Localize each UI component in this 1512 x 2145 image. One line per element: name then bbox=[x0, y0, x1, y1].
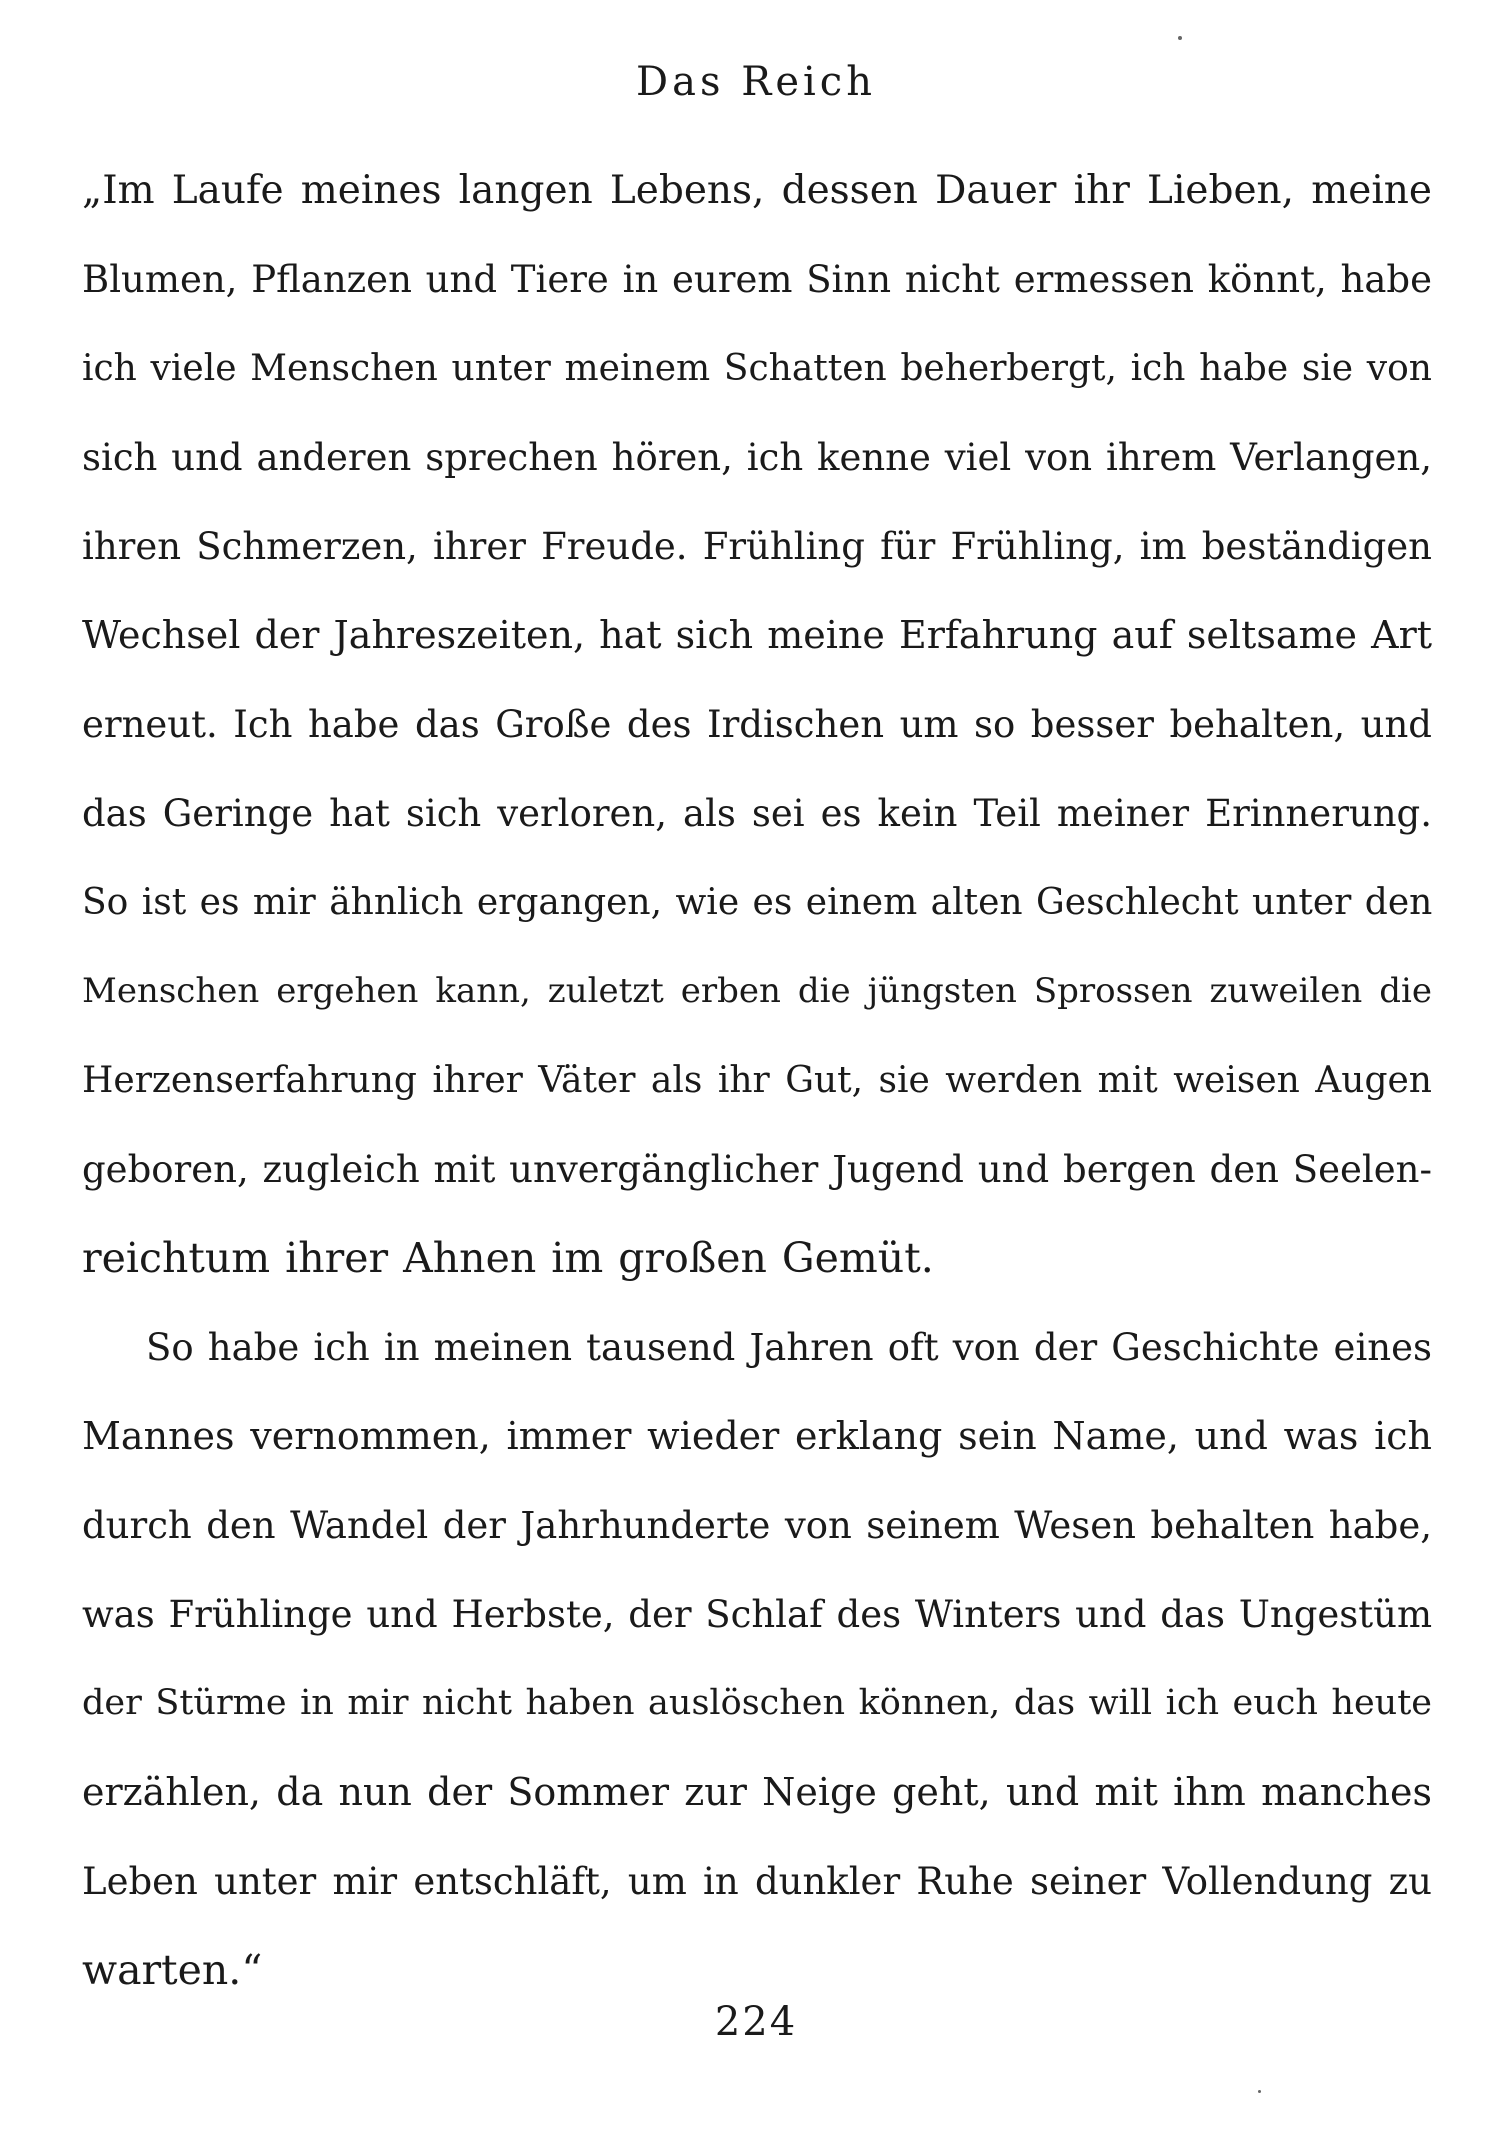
print-speck bbox=[1178, 36, 1182, 40]
text-line: der Stürme in mir nicht haben auslöschen können, das will ich euch heute bbox=[82, 1683, 1432, 1723]
text-line: reichtum ihrer Ahnen im großen Gemüt. bbox=[82, 1234, 934, 1282]
text-line: So ist es mir ähnlich ergangen, wie es einem alten Geschlecht unter den bbox=[82, 882, 1433, 923]
text-line: Menschen ergehen kann, zuletzt erben die jüngsten Sprossen zuweilen die bbox=[82, 971, 1432, 1011]
text-line: So habe ich in meinen tausend Jahren oft von der Geschichte eines bbox=[146, 1326, 1432, 1369]
text-line: das Geringe hat sich verloren, als sei es kein Teil meiner Erinnerung. bbox=[82, 792, 1432, 835]
text-line: „Im Laufe meines langen Lebens, dessen Dauer ihr Lieben, meine bbox=[82, 168, 1432, 213]
text-line: Wechsel der Jahreszeiten, hat sich meine Erfahrung auf seltsame Art bbox=[82, 613, 1432, 657]
text-line: ich viele Menschen unter meinem Schatten beherbergt, ich habe sie von bbox=[82, 348, 1432, 389]
text-line: erzählen, da nun der Sommer zur Neige geht, und mit ihm manches bbox=[82, 1770, 1432, 1814]
text-line: warten.“ bbox=[82, 1946, 263, 1994]
paragraph bbox=[82, 146, 1432, 1303]
text-line: erneut. Ich habe das Große des Irdischen um so besser behalten, und bbox=[82, 703, 1432, 746]
text-line: durch den Wandel der Jahrhunderte von seinem Wesen behalten habe, bbox=[82, 1504, 1432, 1547]
text-line: ihren Schmerzen, ihrer Freude. Frühling für Frühling, im beständigen bbox=[82, 525, 1432, 568]
text-line: sich und anderen sprechen hören, ich kenne viel von ihrem Verlangen, bbox=[82, 436, 1432, 479]
text-line: was Frühlinge und Herbste, der Schlaf des Winters und das Ungestüm bbox=[82, 1593, 1433, 1636]
running-title: Das Reich bbox=[636, 59, 876, 105]
page-number: 224 bbox=[714, 1999, 798, 2045]
text-line: Mannes vernommen, immer wieder erklang sein Name, und was ich bbox=[82, 1414, 1432, 1458]
text-line: geboren, zugleich mit unvergänglicher Jugend und bergen den Seelen- bbox=[82, 1148, 1432, 1191]
text-line: Herzenserfahrung ihrer Väter als ihr Gut, sie werden mit weisen Augen bbox=[82, 1060, 1432, 1101]
print-speck bbox=[1258, 2090, 1261, 2093]
paragraph bbox=[82, 1303, 1432, 2015]
text-line: Blumen, Pflanzen und Tiere in eurem Sinn nicht ermessen könnt, habe bbox=[82, 258, 1432, 301]
text-line: Leben unter mir entschläft, um in dunkler Ruhe seiner Vollendung zu bbox=[82, 1860, 1432, 1903]
body-text bbox=[82, 146, 1432, 2015]
